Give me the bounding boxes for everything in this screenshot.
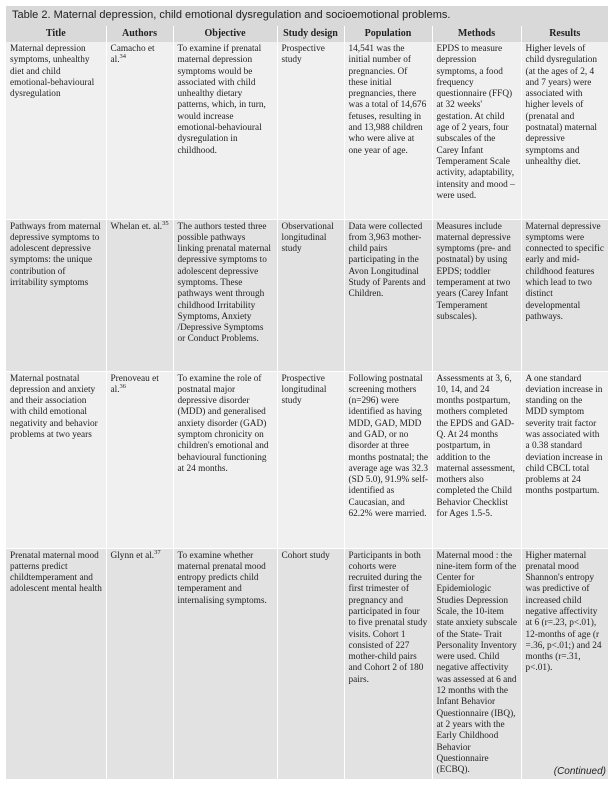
author-name: Glynn et al. bbox=[110, 550, 155, 561]
cell-results: Maternal depressive symptoms were connected to specific early and mid-childhood features which lead to two distinct developmental pathways. bbox=[521, 219, 608, 371]
cell-authors bbox=[106, 219, 173, 371]
cell-study-design: Prospective study bbox=[277, 42, 344, 219]
cell-population: 14,541 was the initial number of pregnancies. Of these initial pregnancies, there was a total of 14,676 fetuses, resulting in and 13,988 children who were alive at one year of age. bbox=[344, 42, 432, 219]
cell-population: Data were collected from 3,963 mother-child pairs participating in the Avon Longitudinal Study of Parents and Children. bbox=[344, 219, 432, 371]
cell-population: Participants in both cohorts were recruited during the first trimester of pregnancy and participated in four to five prenatal study visits. Cohort 1 consisted of 227 mother-child pairs and Cohort 2 of 180 pairs. bbox=[344, 548, 432, 780]
cell-results: A one standard deviation increase in standing on the MDD symptom severity trait factor was associated with a 0.38 standard deviation increase in child CBCL total problems at 24 months postpartum. bbox=[521, 371, 608, 548]
cell-objective: To examine the role of postnatal major depressive disorder (MDD) and generalised anxiety disorder (GAD) symptom chronicity on children's emotional and behavioural functioning at 24 months. bbox=[173, 371, 277, 548]
author-name: Prenoveau et al. bbox=[110, 373, 159, 395]
reference-number: 34 bbox=[119, 53, 127, 61]
reference-number: 35 bbox=[162, 219, 169, 227]
cell-study-design: Cohort study bbox=[277, 548, 344, 780]
cell-title: Pathways from maternal depressive symptoms to adolescent depressive symptoms: the unique contribution of irritability symptoms bbox=[6, 219, 106, 371]
cell-authors bbox=[106, 42, 173, 219]
cell-methods: Assessments at 3, 6, 10, 14, and 24 months postpartum, mothers completed the EPDS and GAD-Q. At 24 months postpartum, in addition to the maternal assessment, mothers also completed the Child Behavior Checklist for Ages 1.5-5. bbox=[432, 371, 521, 548]
header-authors: Authors bbox=[106, 26, 173, 42]
table-row bbox=[6, 548, 608, 780]
header-results: Results bbox=[521, 26, 608, 42]
cell-title: Maternal postnatal depression and anxiety and their association with child emotional negativity and behavior problems at two years bbox=[6, 371, 106, 548]
cell-results: Higher maternal prenatal mood Shannon's entropy was predictive of increased child negative affectivity at 6 (r=.23, p<.01), 12-months of age (r =.36, p<.01;) and 24 months (r=.31, p<.01). bbox=[521, 548, 608, 780]
cell-authors bbox=[106, 371, 173, 548]
cell-authors bbox=[106, 548, 173, 780]
cell-objective: To examine if prenatal maternal depression symptoms would be associated with child unhealthy dietary patterns, which, in turn, would increase emotional-behavioural dysregulation in childhood. bbox=[173, 42, 277, 219]
cell-study-design: Observational longitudinal study bbox=[277, 219, 344, 371]
header-objective: Objective bbox=[173, 26, 277, 42]
cell-study-design: Prospective longitudinal study bbox=[277, 371, 344, 548]
table-row bbox=[6, 42, 608, 219]
table-caption: Table 2. Maternal depression, child emotional dysregulation and socioemotional problems. bbox=[6, 6, 608, 26]
cell-methods: Measures include maternal depressive symptoms (pre- and postnatal) by using EPDS; toddler temperament at two years (Carey Infant Temperament subscales). bbox=[432, 219, 521, 371]
cell-methods: EPDS to measure depression symptoms, a food frequency questionnaire (FFQ) at 32 weeks' gestation. At child age of 2 years, four subscales of the Carey Infant Temperament Scale activity, adaptability, intensity and mood – were used. bbox=[432, 42, 521, 219]
header-methods: Methods bbox=[432, 26, 521, 42]
header-study-design: Study design bbox=[277, 26, 344, 42]
study-table bbox=[6, 26, 608, 780]
header-title: Title bbox=[6, 26, 106, 42]
continued-note: (Continued) bbox=[553, 766, 606, 777]
cell-population: Following postnatal screening mothers (n=296) were identified as having MDD, GAD, MDD and GAD, or no disorder at three months postnatal; the average age was 32.3 (SD 5.0), 91.9% self-identified as Caucasian, and 62.2% were married. bbox=[344, 371, 432, 548]
reference-number: 37 bbox=[154, 548, 161, 556]
author-name: Whelan et. al. bbox=[110, 221, 163, 232]
cell-results: Higher levels of child dysregulation (at the ages of 2, 4 and 7 years) were associated with higher levels of (prenatal and postnatal) maternal depressive symptoms and unhealthy diet. bbox=[521, 42, 608, 219]
cell-title: Maternal depression symptoms, unhealthy diet and child emotional-behavioural dysregulation bbox=[6, 42, 106, 219]
author-name: Camacho et al. bbox=[110, 44, 155, 66]
table-row bbox=[6, 219, 608, 371]
cell-objective: To examine whether maternal prenatal mood entropy predicts child temperament and internalising symptoms. bbox=[173, 548, 277, 780]
header-population: Population bbox=[344, 26, 432, 42]
cell-objective: The authors tested three possible pathways linking prenatal maternal depressive symptoms to adolescent depressive symptoms. These pathways went through childhood Irritability Symptoms, Anxiety /Depressive Symptoms or Conduct Problems. bbox=[173, 219, 277, 371]
header-row bbox=[6, 26, 608, 42]
cell-title: Prenatal maternal mood patterns predict childtemperament and adolescent mental health bbox=[6, 548, 106, 780]
reference-number: 36 bbox=[119, 382, 127, 390]
table-row bbox=[6, 371, 608, 548]
cell-methods: Maternal mood : the nine-item form of the Center for Epidemiologic Studies Depression Scale, the 10-item state anxiety subscale of the State- Trait Personality Inventory were used. Child negative affectivity was assessed at 6 and 12 months with the Infant Behavior Questionnaire (IBQ), at 2 years with the Early Childhood Behavior Questionnaire (ECBQ). bbox=[432, 548, 521, 780]
